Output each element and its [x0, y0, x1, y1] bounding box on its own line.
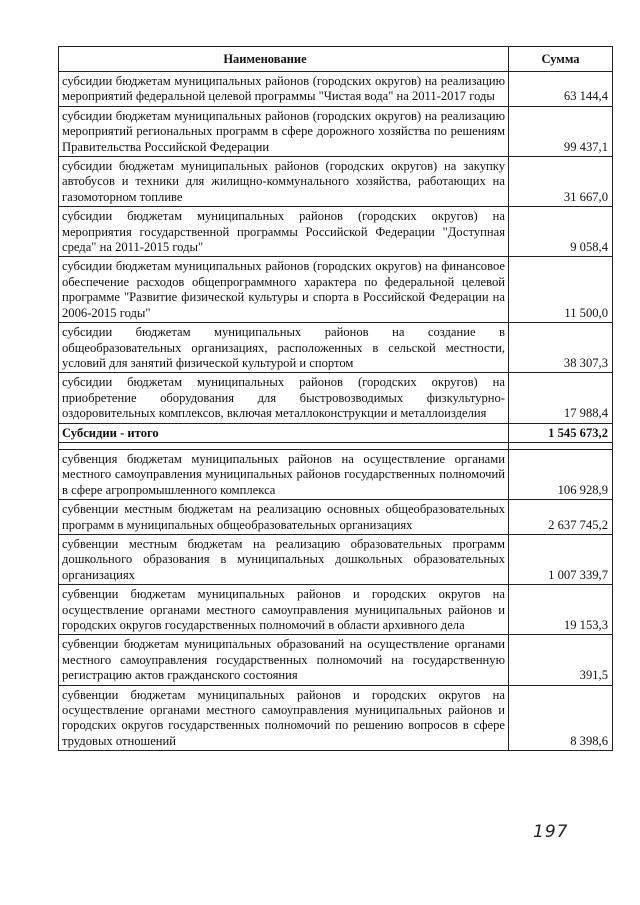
table-row	[59, 373, 613, 423]
row-name: субсидии бюджетам муниципальных районов (городских округов) на закупку автобусов и техники для жилищно-коммунального хозяйства, работающих на газомоторном топливе	[59, 157, 509, 207]
row-name: субсидии бюджетам муниципальных районов на создание в общеобразовательных организациях, расположенных в сельской местности, условий для занятий физической культурой и спортом	[59, 323, 509, 373]
table-row	[59, 72, 613, 107]
total-sum: 1 545 673,2	[509, 423, 613, 442]
total-label: Субсидии - итого	[59, 423, 509, 442]
row-name: субвенции бюджетам муниципальных образований на осуществление органами местного самоуправления государственных полномочий на государственную регистрацию актов гражданского состояния	[59, 635, 509, 685]
table-row	[59, 500, 613, 535]
row-sum: 2 637 745,2	[509, 500, 613, 535]
spacer-cell	[59, 442, 509, 449]
table-row	[59, 157, 613, 207]
row-name: субвенции местным бюджетам на реализацию основных общеобразовательных программ в муниципальных общеобразовательных организациях	[59, 500, 509, 535]
row-sum: 17 988,4	[509, 373, 613, 423]
table-row	[59, 106, 613, 156]
row-sum: 99 437,1	[509, 106, 613, 156]
row-name: субвенция бюджетам муниципальных районов на осуществление органами местного самоуправления муниципальных районов государственных полномочий в сфере агропромышленного комплекса	[59, 449, 509, 499]
row-sum: 19 153,3	[509, 585, 613, 635]
table-row	[59, 534, 613, 584]
column-header-name: Наименование	[59, 47, 509, 72]
row-name: субсидии бюджетам муниципальных районов (городских округов) на реализацию мероприятий региональных программ в сфере дорожного хозяйства по решениям Правительства Российской Федерации	[59, 106, 509, 156]
row-name: субвенции местным бюджетам на реализацию образовательных программ дошкольного образования в муниципальных дошкольных образовательных организациях	[59, 534, 509, 584]
table-row	[59, 323, 613, 373]
row-sum: 106 928,9	[509, 449, 613, 499]
table-row	[59, 685, 613, 751]
table-row	[59, 449, 613, 499]
row-sum: 63 144,4	[509, 72, 613, 107]
row-sum: 31 667,0	[509, 157, 613, 207]
row-sum: 11 500,0	[509, 257, 613, 323]
table-row	[59, 257, 613, 323]
column-header-sum: Сумма	[509, 47, 613, 72]
table-header-row	[59, 47, 613, 72]
row-name: субвенции бюджетам муниципальных районов и городских округов на осуществление органами местного самоуправления муниципальных районов и городских округов государственных полномочий в области архивного дела	[59, 585, 509, 635]
row-name: субсидии бюджетам муниципальных районов (городских округов) на мероприятия государственной программы Российской Федерации "Доступная среда" на 2011-2015 годы"	[59, 207, 509, 257]
row-sum: 1 007 339,7	[509, 534, 613, 584]
table-row	[59, 585, 613, 635]
row-sum: 9 058,4	[509, 207, 613, 257]
row-sum: 391,5	[509, 635, 613, 685]
row-sum: 38 307,3	[509, 323, 613, 373]
row-name: субсидии бюджетам муниципальных районов (городских округов) на приобретение оборудования для быстровозводимых физкультурно-оздоровительных комплексов, включая металлоконструкции и металлоизделия	[59, 373, 509, 423]
row-name: субвенции бюджетам муниципальных районов и городских округов на осуществление органами местного самоуправления муниципальных районов и городских округов государственных полномочий по решению вопросов в сфере трудовых отношений	[59, 685, 509, 751]
table-row	[59, 207, 613, 257]
row-name: субсидии бюджетам муниципальных районов (городских округов) на реализацию мероприятий федеральной целевой программы "Чистая вода" на 2011-2017 годы	[59, 72, 509, 107]
budget-table	[58, 46, 613, 751]
table-row	[59, 635, 613, 685]
total-row	[59, 423, 613, 442]
row-sum: 8 398,6	[509, 685, 613, 751]
row-name: субсидии бюджетам муниципальных районов (городских округов) на финансовое обеспечение расходов общепрограммного характера по федеральной целевой программе "Развитие физической культуры и спорта в Российской Федерации на 2006-2015 годы"	[59, 257, 509, 323]
page-number: 197	[533, 822, 569, 842]
spacer-cell	[509, 442, 613, 449]
spacer-row	[59, 442, 613, 449]
